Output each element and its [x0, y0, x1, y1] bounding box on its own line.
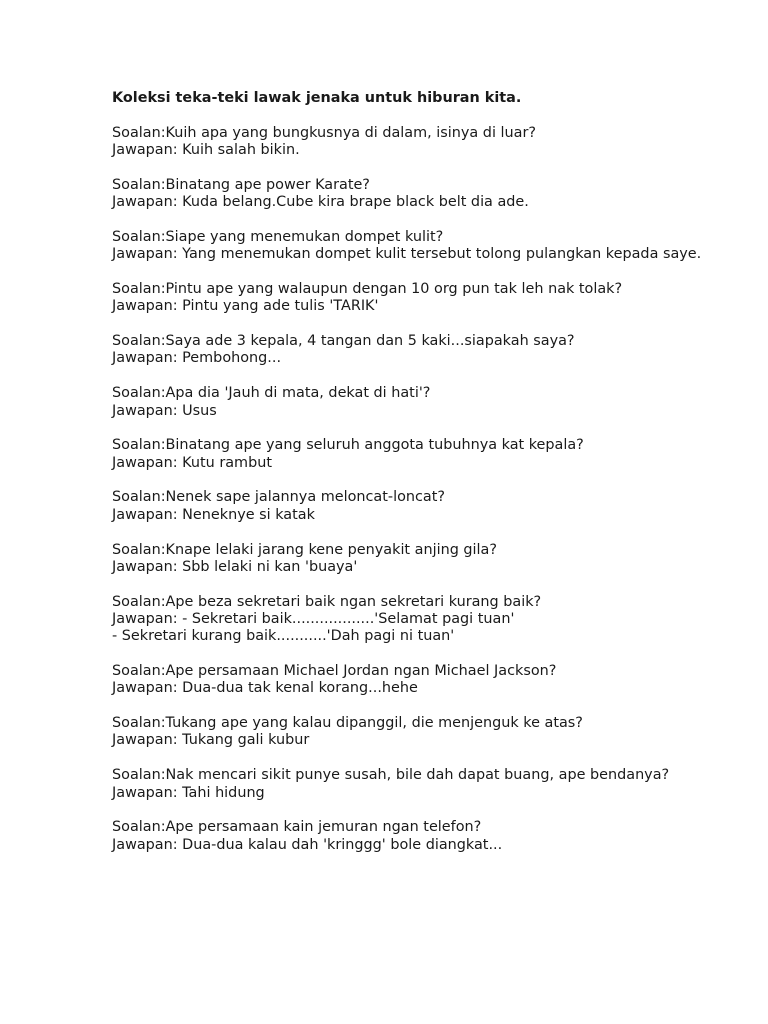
riddle-item — [112, 229, 712, 264]
riddle-answer: Jawapan: Usus — [112, 402, 217, 419]
riddle-answer: Jawapan: Dua-dua kalau dah 'kringgg' bole diangkat... — [112, 836, 503, 853]
document-title: Koleksi teka-teki lawak jenaka untuk hiburan kita. — [112, 90, 522, 106]
riddle-answer: Jawapan: Kuda belang.Cube kira brape black belt dia ade. — [112, 194, 529, 211]
riddle-answer: Jawapan: Yang menemukan dompet kulit tersebut tolong pulangkan kepada saye. — [112, 246, 702, 263]
riddle-item — [112, 594, 712, 646]
riddle-question: Soalan:Knape lelaki jarang kene penyakit anjing gila? — [112, 541, 498, 558]
riddle-item — [112, 767, 712, 802]
document-page — [112, 90, 712, 871]
riddle-item — [112, 819, 712, 854]
riddle-item — [112, 542, 712, 577]
riddle-answer: Jawapan: Kuih salah bikin. — [112, 142, 300, 159]
riddle-question: Soalan:Nenek sape jalannya meloncat-loncat? — [112, 489, 446, 506]
riddle-question: Soalan:Pintu ape yang walaupun dengan 10 org pun tak leh nak tolak? — [112, 281, 623, 298]
riddle-answer: Jawapan: Kutu rambut — [112, 454, 272, 471]
riddle-item — [112, 333, 712, 368]
riddle-question: Soalan:Apa dia 'Jauh di mata, dekat di hati'? — [112, 385, 431, 402]
riddle-question: Soalan:Nak mencari sikit punye susah, bile dah dapat buang, ape bendanya? — [112, 767, 670, 784]
riddle-answer: Jawapan: Tukang gali kubur — [112, 732, 310, 749]
riddle-item — [112, 715, 712, 750]
riddle-answer: Jawapan: - Sekretari baik..................'Selamat pagi tuan' — [112, 610, 515, 627]
riddle-question: Soalan:Tukang ape yang kalau dipanggil, die menjenguk ke atas? — [112, 715, 583, 732]
riddle-question: Soalan:Ape persamaan Michael Jordan ngan Michael Jackson? — [112, 663, 557, 680]
riddle-question: Soalan:Kuih apa yang bungkusnya di dalam, isinya di luar? — [112, 124, 537, 141]
riddle-item — [112, 437, 712, 472]
riddle-answer: Jawapan: Pintu yang ade tulis 'TARIK' — [112, 298, 379, 315]
riddle-answer: - Sekretari kurang baik...........'Dah pagi ni tuan' — [112, 628, 455, 645]
riddle-answer: Jawapan: Neneknye si katak — [112, 506, 315, 523]
riddle-question: Soalan:Ape persamaan kain jemuran ngan telefon? — [112, 819, 482, 836]
riddle-item — [112, 489, 712, 524]
riddle-item — [112, 281, 712, 316]
riddle-answer: Jawapan: Pembohong... — [112, 350, 282, 367]
riddle-question: Soalan:Binatang ape yang seluruh anggota tubuhnya kat kepala? — [112, 437, 584, 454]
riddle-question: Soalan:Saya ade 3 kepala, 4 tangan dan 5 kaki...siapakah saya? — [112, 333, 575, 350]
riddle-answer: Jawapan: Sbb lelaki ni kan 'buaya' — [112, 558, 358, 575]
riddle-item — [112, 663, 712, 698]
riddle-item — [112, 177, 712, 212]
riddle-answer: Jawapan: Tahi hidung — [112, 784, 265, 801]
riddle-question: Soalan:Binatang ape power Karate? — [112, 176, 370, 193]
riddle-item — [112, 385, 712, 420]
riddle-question: Soalan:Ape beza sekretari baik ngan sekretari kurang baik? — [112, 593, 542, 610]
riddle-answer: Jawapan: Dua-dua tak kenal korang...hehe — [112, 680, 418, 697]
riddle-question: Soalan:Siape yang menemukan dompet kulit? — [112, 228, 444, 245]
riddle-list — [112, 125, 712, 854]
riddle-item — [112, 125, 712, 160]
